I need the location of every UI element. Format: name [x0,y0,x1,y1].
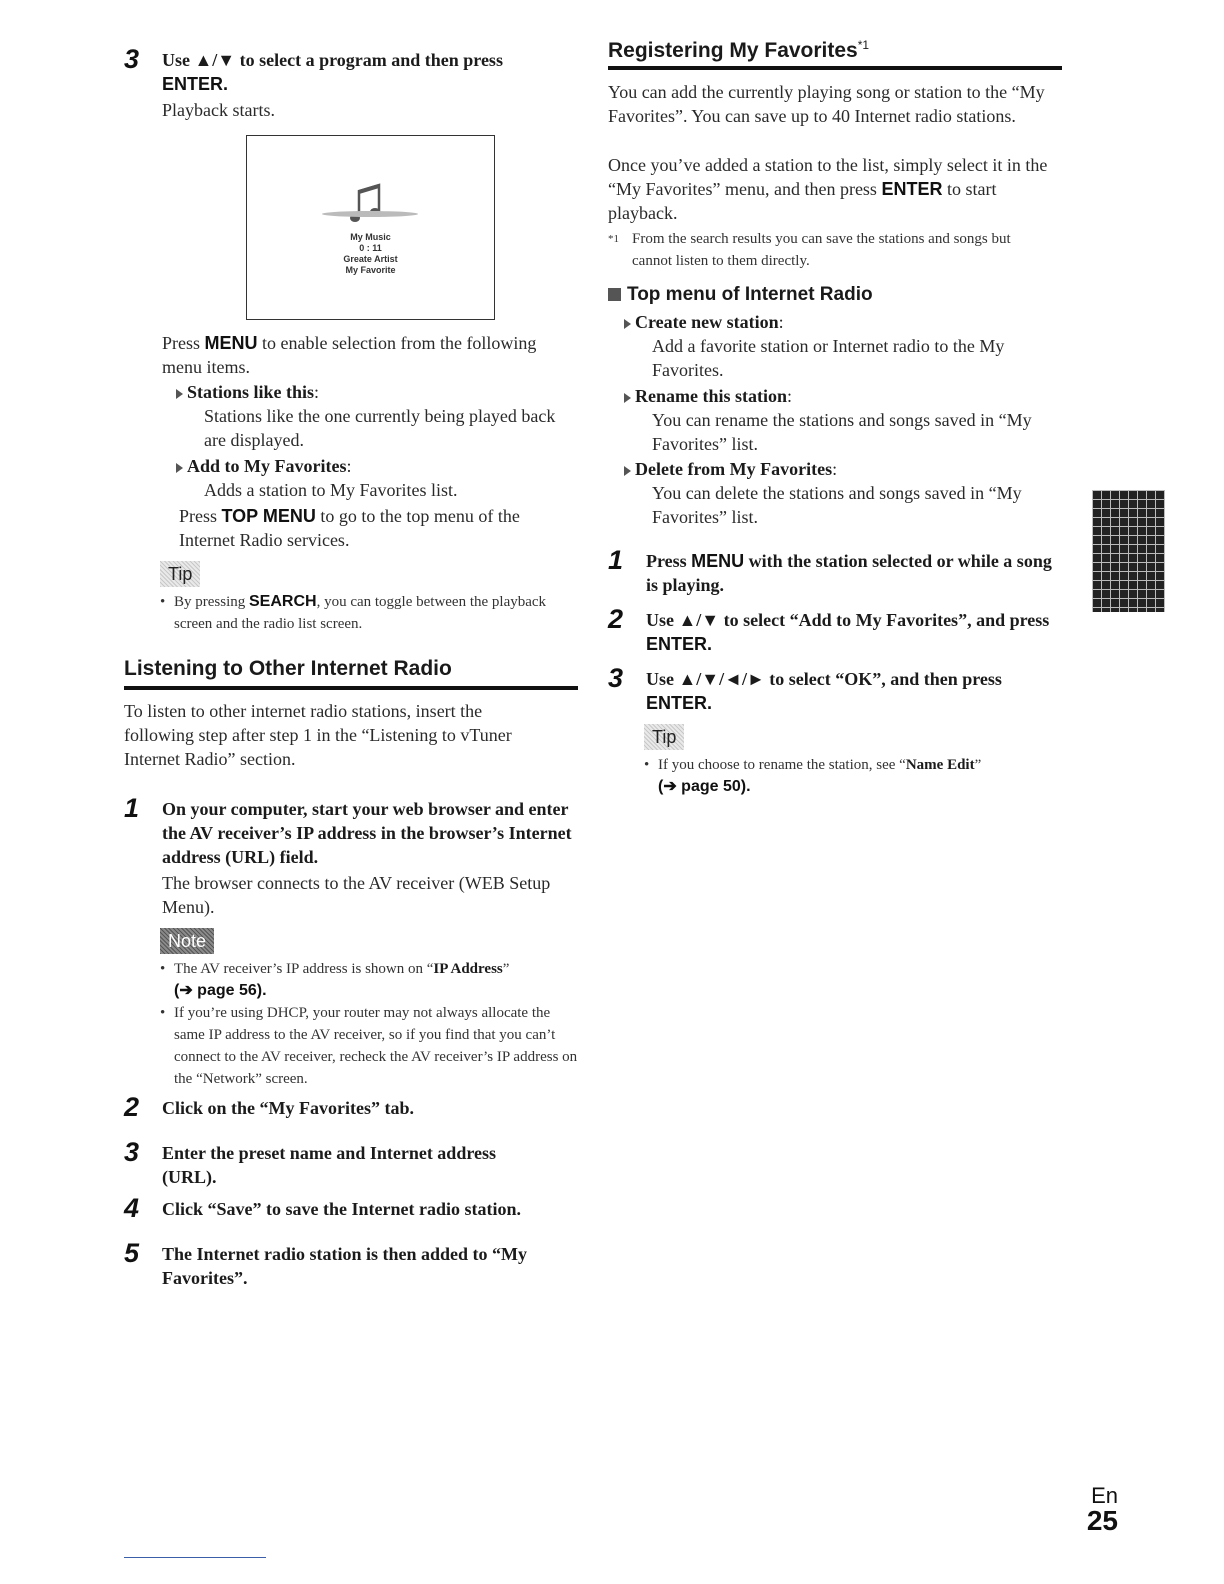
step-text: Use ▲/▼ to select “Add to My Favorites”, and press ENTER. [646,610,1050,654]
page-ref: (➔ page 50). [658,778,751,795]
menu-item-stations-like-this: Stations like this: Stations like the one currently being played back are displayed. [176,380,576,452]
page-number: 25 [1086,1505,1118,1536]
step-number: 3 [608,663,624,693]
step-text: Enter the preset name and Internet address (URL). [162,1143,496,1187]
arrow-icon [176,389,183,399]
menu-key-label: MENU [691,551,745,571]
screen-source: My Music [350,232,391,242]
subsection-title-top-menu: Top menu of Internet Radio [608,284,873,306]
step-text: Press MENU with the station selected or while a song is playing. [646,551,1052,595]
menu-intro: Press MENU to enable selection from the following menu items. [162,333,537,377]
section-rule [124,686,578,690]
bottom-rule [124,1557,266,1558]
menu-key-label: MENU [204,333,258,353]
tip-bullet: • By pressing SEARCH, you can toggle between the playback screen and the radio list screen. [160,593,547,632]
enter-key-label: ENTER. [162,74,229,94]
step-result: The browser connects to the AV receiver (WEB Setup Menu). [162,873,551,917]
playback-screen-illustration [246,135,495,320]
step-number: 1 [124,793,140,823]
step-text: Use ▲/▼/◄/► to select “OK”, and then press ENTER. [646,669,1002,713]
step-result: Playback starts. [162,100,275,120]
square-bullet-icon [608,288,621,301]
top-menu-key-label: TOP MENU [221,506,316,526]
note-bullet-ip-address: • The AV receiver’s IP address is shown on “IP Address” (➔ page 56). [160,961,510,999]
step-text: The Internet radio station is then added to “My Favorites”. [162,1244,528,1288]
section-rule [608,66,1062,70]
menu-item-delete-from-favorites: Delete from My Favorites: You can delete the stations and songs saved in “My Favorites” list. [624,457,1064,529]
step-number: 3 [124,44,140,74]
step-text: Use ▲/▼ to select a program and then press [162,50,503,70]
tip-badge: Tip [644,724,684,750]
tip-bullet: • If you choose to rename the station, see “Name Edit” (➔ page 50). [644,757,982,795]
note-bullet-dhcp: • If you’re using DHCP, your router may not always allocate the same IP address to the AV receiver, so if you find that you can’t connect to the AV receiver, recheck the AV receiver’s IP address on the “Network” screen. [160,1005,578,1087]
menu-item-create-new-station: Create new station: Add a favorite station or Internet radio to the My Favorites. [624,310,1054,382]
enter-key-label: ENTER. [646,693,713,713]
section-title-registering-favorites: Registering My Favorites$^{*1}$ [608,38,870,62]
section-intro: To listen to other internet radio stations, insert the following step after step 1 in the “Listening to vTuner Internet Radio” section. [124,701,512,769]
footnote: *1 From the search results you can save the stations and songs but cannot listen to them directly. [608,231,1011,269]
menu-item-rename-station: Rename this station: You can rename the stations and songs saved in “My Favorites” list. [624,384,1064,456]
arrow-icon [176,463,183,473]
search-key-label: SEARCH [249,593,317,610]
step-text: On your computer, start your web browser and enter the AV receiver’s IP address in the browser’s Internet address (URL) field. [162,799,572,867]
step-text: Click “Save” to save the Internet radio station. [162,1199,521,1219]
enter-key-label: ENTER [881,179,943,199]
section-paragraph-1: You can add the currently playing song or station to the “My Favorites”. You can save up to 40 Internet radio stations. [608,82,1045,126]
chapter-index-tab [1092,490,1165,612]
note-badge: Note [160,928,214,954]
screen-artist: Greate Artist [343,254,398,264]
section-paragraph-2: Once you’ve added a station to the list, simply select it in the “My Favorites” menu, and then press ENTER to start playback. [608,155,1048,223]
enter-key-label: ENTER. [646,634,713,654]
step-number: 2 [608,604,624,634]
step-text: Click on the “My Favorites” tab. [162,1098,414,1118]
page-language: En [1091,1483,1118,1508]
arrow-icon [624,319,631,329]
arrow-icon [624,466,631,476]
step-number: 5 [124,1238,140,1268]
arrow-icon [624,393,631,403]
screen-title: My Favorite [345,265,396,275]
step-number: 1 [608,545,624,575]
section-title-listening-other: Listening to Other Internet Radio [124,657,452,680]
step-number: 2 [124,1092,140,1122]
page-ref: (➔ page 56). [174,982,267,999]
top-menu-instruction: Press TOP MENU to go to the top menu of the Internet Radio services. [179,506,520,550]
menu-item-add-to-my-favorites: Add to My Favorites: Adds a station to My Favorites list. [176,454,576,502]
tip-badge: Tip [160,561,200,587]
screen-time: 0 : 11 [359,243,382,253]
step-number: 4 [124,1193,140,1223]
step-number: 3 [124,1137,140,1167]
